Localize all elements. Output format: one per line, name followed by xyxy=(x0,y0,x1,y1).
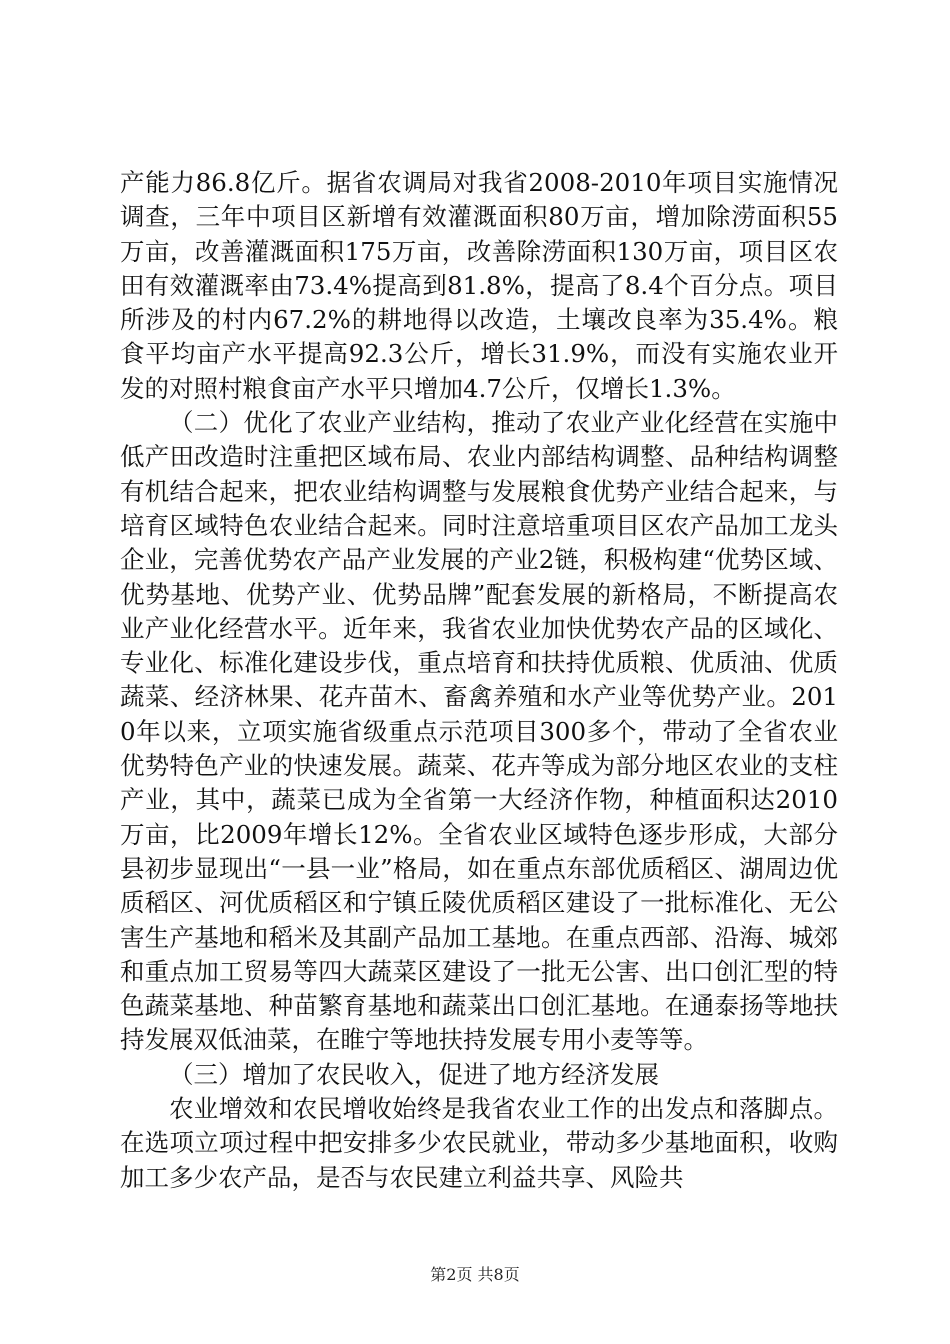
paragraph-results-summary: 产能力86.8亿斤。据省农调局对我省2008-2010年项目实施情况调查，三年中项目区新增有效灌溉面积80万亩，增加除涝面积55万亩，改善灌溉面积175万亩，改善除涝面积130万亩，项目区农田有效灌溉率由73.4%提高到81.8%，提高了8.4个百分点。项目所涉及的村内67.2%的耕地得以改造，土壤改良率为35.4%。粮食平均亩产水平提高92.3公斤，增长31.9%，而没有实施农业开发的对照村粮食亩产水平只增加4.7公斤，仅增长1.3%。 xyxy=(120,168,838,403)
page-number-footer: 第2页 共8页 xyxy=(430,1265,520,1284)
heading-section-three: （三）增加了农民收入，促进了地方经济发展 xyxy=(169,1059,659,1089)
document-body xyxy=(120,166,838,1195)
paragraph-section-three: 农业增效和农民增收始终是我省农业工作的出发点和落脚点。在选项立项过程中把安排多少农民就业，带动多少基地面积，收购加工多少农产品，是否与农民建立利益共享、风险共 xyxy=(120,1094,838,1192)
paragraph-section-two: （二）优化了农业产业结构，推动了农业产业化经营在实施中低产田改造时注重把区域布局、农业内部结构调整、品种结构调整有机结合起来，把农业结构调整与发展粮食优势产业结合起来，与培育区域特色农业结合起来。同时注意培重项目区农产品加工龙头企业，完善优势农产品产业发展的产业2链，积极构建“优势区域、优势基地、优势产业、优势品牌”配套发展的新格局，不断提高农业产业化经营水平。近年来，我省农业加快优势农产品的区域化、专业化、标准化建设步伐，重点培育和扶持优质粮、优质油、优质蔬菜、经济林果、花卉苗木、畜禽养殖和水产业等优势产业。2010年以来，立项实施省级重点示范项目300多个，带动了全省农业优势特色产业的快速发展。蔬菜、花卉等成为部分地区农业的支柱产业，其中，蔬菜已成为全省第一大经济作物，种植面积达2010万亩，比2009年增长12%。全省农业区域特色逐步形成，大部分县初步显现出“一县一业”格局，如在重点东部优质稻区、湖周边优质稻区、河优质稻区和宁镇丘陵优质稻区建设了一批标准化、无公害生产基地和稻米及其副产品加工基地。在重点西部、沿海、城郊和重点加工贸易等四大蔬菜区建设了一批无公害、出口创汇型的特色蔬菜基地、种苗繁育基地和蔬菜出口创汇基地。在通泰扬等地扶持发展双低油菜，在睢宁等地扶持发展专用小麦等等。 xyxy=(120,408,838,1055)
